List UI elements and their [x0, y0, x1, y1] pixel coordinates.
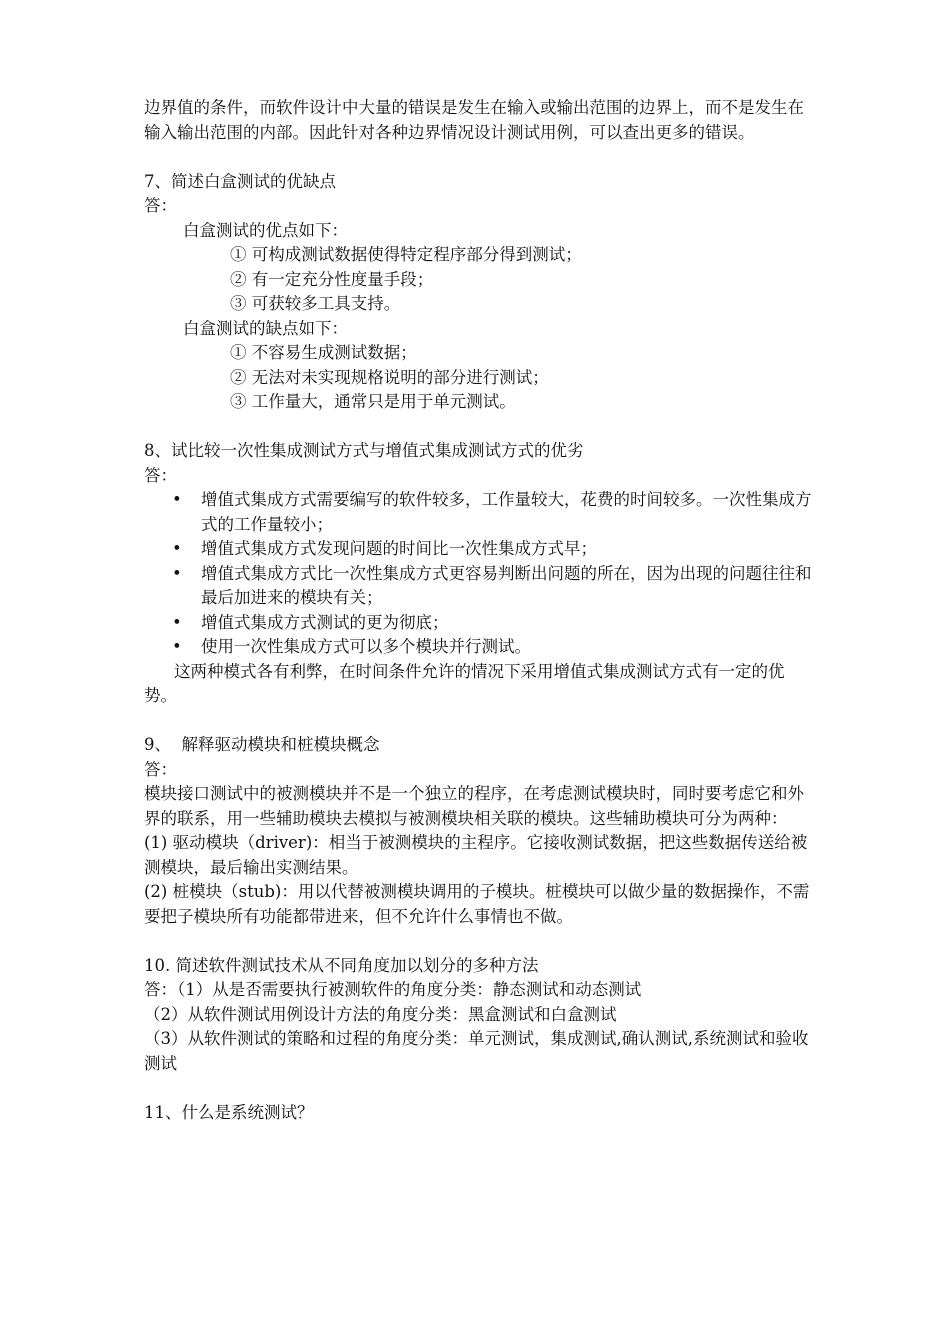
question-10-line-2: （2）从软件测试用例设计方法的角度分类：黑盒测试和白盒测试	[144, 1004, 617, 1024]
bullet-icon: •	[172, 539, 182, 558]
bullet-text: 使用一次性集成方式可以多个模块并行测试。	[201, 637, 531, 656]
bullet-icon: •	[172, 612, 182, 632]
question-9-answer-label: 答：	[144, 759, 177, 779]
question-7-title: 7、简述白盒测试的优缺点	[144, 171, 336, 191]
bullet-item	[144, 635, 812, 660]
pros-item: ③ 可获较多工具支持。	[230, 294, 401, 313]
question-11-title: 11、什么是系统测试？	[144, 1102, 314, 1122]
question-8-answer-label: 答：	[144, 465, 177, 485]
question-7	[144, 170, 812, 415]
question-8	[144, 439, 812, 709]
cons-item: ② 无法对未实现规格说明的部分进行测试；	[230, 367, 549, 387]
cons-heading: 白盒测试的缺点如下：	[183, 318, 348, 338]
driver-module-definition: (1) 驱动模块（driver)：相当于被测模块的主程序。它接收测试数据，把这些数据传送给被测模块，最后输出实测结果。	[144, 833, 808, 877]
bullet-item	[144, 611, 812, 636]
bullet-item	[144, 562, 812, 611]
question-9	[144, 733, 812, 929]
document-page	[144, 96, 812, 1125]
spacer	[144, 415, 812, 440]
question-8-conclusion: 这两种模式各有利弊，在时间条件允许的情况下采用增值式集成测试方式有一定的优势。	[144, 661, 785, 705]
cons-item: ① 不容易生成测试数据；	[230, 343, 417, 362]
cons-item: ③ 工作量大，通常只是用于单元测试。	[230, 392, 516, 411]
bullet-icon: •	[172, 490, 182, 509]
question-10-line-1: 答：（1）从是否需要执行被测软件的角度分类：静态测试和动态测试	[144, 980, 642, 999]
question-8-title: 8、试比较一次性集成测试方式与增值式集成测试方式的优劣	[144, 441, 584, 460]
pros-heading: 白盒测试的优点如下：	[183, 220, 348, 240]
pros-item: ① 可构成测试数据使得特定程序部分得到测试；	[230, 245, 582, 264]
question-10-title: 10. 简述软件测试技术从不同角度加以划分的多种方法	[144, 955, 539, 975]
bullet-text: 增值式集成方式需要编写的软件较多，工作量较大，花费的时间较多。一次性集成方式的工作量较小；	[201, 490, 812, 534]
stub-module-definition: (2) 桩模块（stub)：用以代替被测模块调用的子模块。桩模块可以做少量的数据操作，不需要把子模块所有功能都带进来，但不允许什么事情也不做。	[144, 882, 810, 926]
spacer	[144, 709, 812, 734]
intro-paragraph: 边界值的条件，而软件设计中大量的错误是发生在输入或输出范围的边界上，而不是发生在输入输出范围的内部。因此针对各种边界情况设计测试用例，可以查出更多的错误。	[144, 98, 804, 142]
question-7-answer-label: 答：	[144, 196, 177, 215]
question-9-body: 模块接口测试中的被测模块并不是一个独立的程序，在考虑测试模块时，同时要考虑它和外界的联系，用一些辅助模块去模拟与被测模块相关联的模块。这些辅助模块可分为两种：	[144, 784, 804, 828]
bullet-icon: •	[172, 637, 182, 656]
bullet-text: 增值式集成方式测试的更为彻底；	[201, 612, 449, 632]
question-11	[144, 1101, 812, 1126]
spacer	[144, 929, 812, 954]
bullet-text: 增值式集成方式比一次性集成方式更容易判断出问题的所在，因为出现的问题往往和最后加进来的模块有关；	[201, 563, 812, 607]
pros-item: ② 有一定充分性度量手段；	[230, 269, 434, 289]
bullet-text: 增值式集成方式发现问题的时间比一次性集成方式早；	[201, 539, 597, 558]
question-9-title: 9、 解释驱动模块和桩模块概念	[144, 735, 380, 754]
spacer	[144, 145, 812, 170]
spacer	[144, 1076, 812, 1101]
question-10-line-3: （3）从软件测试的策略和过程的角度分类：单元测试，集成测试,确认测试,系统测试和验收测试	[144, 1029, 809, 1073]
bullet-item	[144, 488, 812, 537]
question-10	[144, 954, 812, 1077]
comparison-bullet-list	[144, 488, 812, 660]
bullet-icon: •	[172, 563, 182, 583]
bullet-item	[144, 537, 812, 562]
